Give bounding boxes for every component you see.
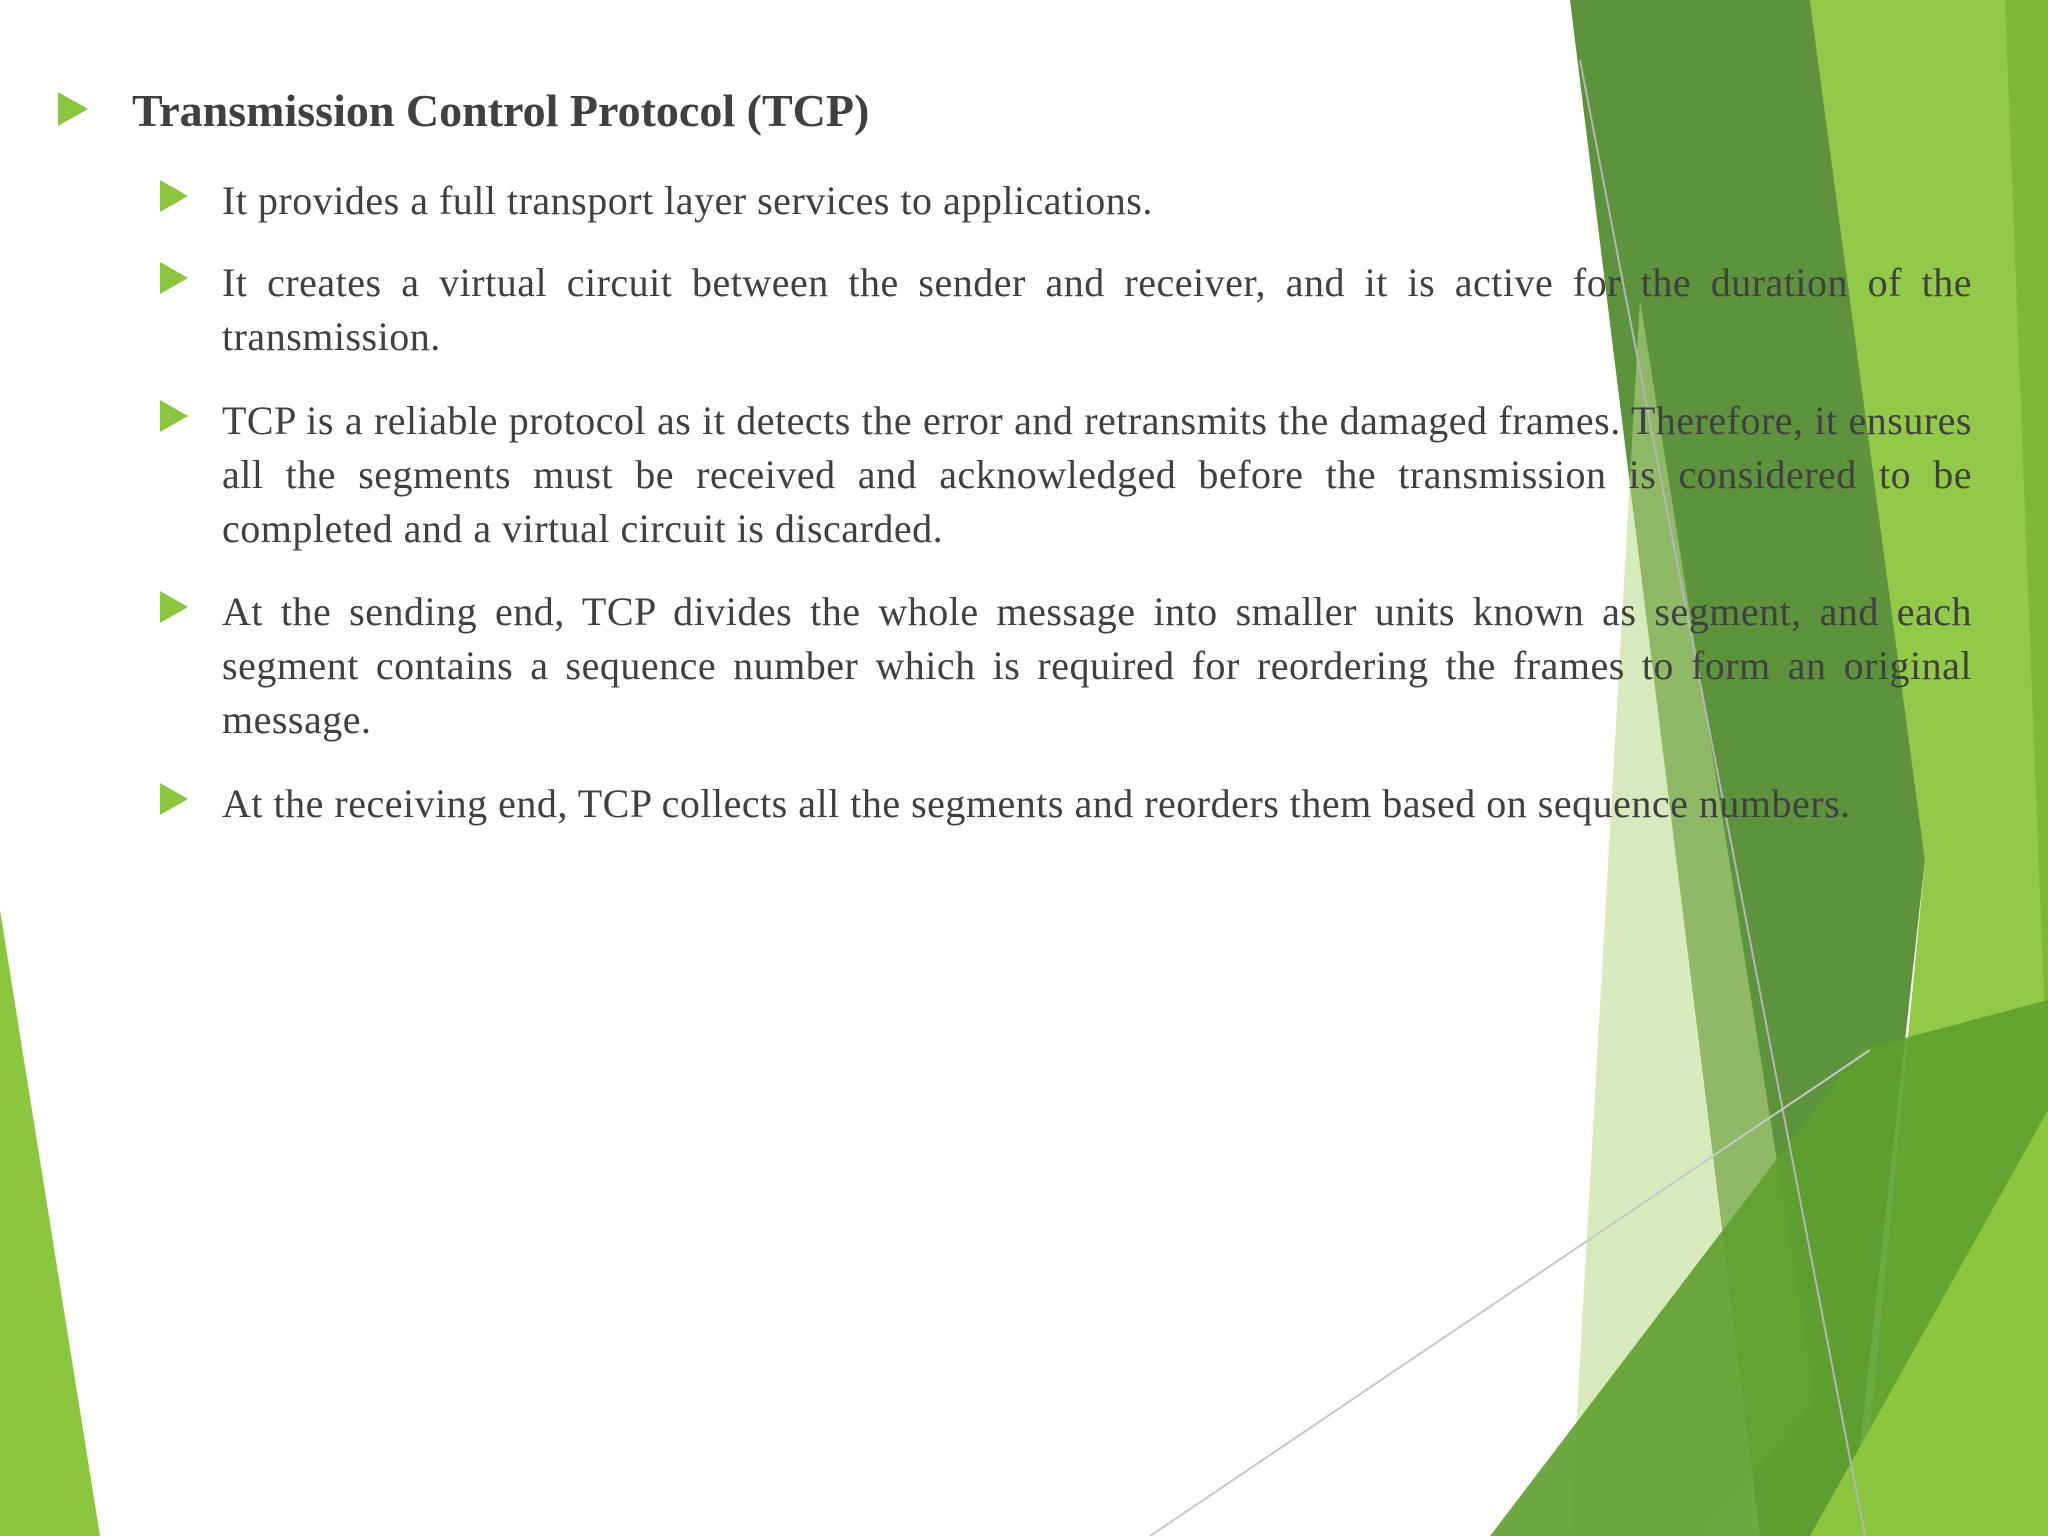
bullet-arrow-icon — [160, 180, 188, 212]
bullet-item: At the receiving end, TCP collects all the segments and reorders them based on sequence numbers. — [222, 781, 1851, 826]
bullet-item: It provides a full transport layer services to applications. — [222, 178, 1153, 223]
bullet-arrow-icon — [58, 92, 88, 126]
bullet-item: TCP is a reliable protocol as it detects the error and retransmits the damaged frames. Therefore, it ensures all the segments must be received and acknowledged before the transmission is considered to be completed and a virtual circuit is discarded. — [222, 398, 1972, 551]
bullet-arrow-icon — [160, 400, 188, 432]
bullet-arrow-icon — [160, 262, 188, 294]
slide-title: Transmission Control Protocol (TCP) — [132, 85, 870, 136]
bullet-arrow-icon — [160, 591, 188, 623]
bullet-item: At the sending end, TCP divides the whole message into smaller units known as segment, and each segment contains a sequence number which is required for reordering the frames to form an original message. — [222, 589, 1972, 742]
bullet-item: It creates a virtual circuit between the sender and receiver, and it is active for the duration of the transmission. — [222, 260, 1972, 359]
bullet-arrow-icon — [160, 783, 188, 815]
